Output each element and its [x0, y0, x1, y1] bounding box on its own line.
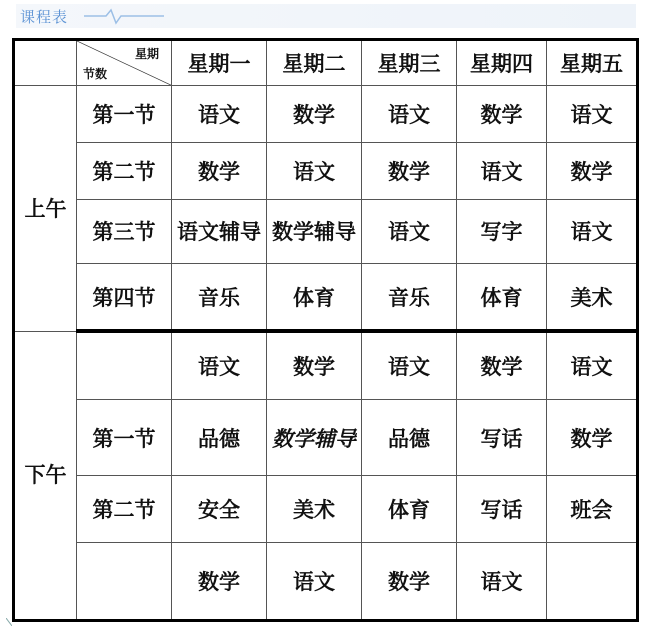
blank-corner — [14, 40, 77, 86]
class-cell: 数学 — [457, 86, 547, 143]
class-cell: 语文 — [362, 331, 457, 399]
class-cell: 数学 — [547, 143, 638, 199]
period-label: 第二节 — [77, 476, 172, 542]
class-cell — [547, 542, 638, 620]
class-cell: 语文 — [267, 542, 362, 620]
class-cell: 班会 — [547, 476, 638, 542]
class-cell: 语文 — [362, 86, 457, 143]
corner-period-label: 节数 — [83, 67, 108, 82]
class-cell: 体育 — [457, 263, 547, 331]
heartbeat-line-icon — [84, 6, 164, 26]
table-row — [14, 476, 638, 542]
class-cell: 语文 — [362, 199, 457, 263]
table-row — [14, 263, 638, 331]
period-label: 第四节 — [77, 263, 172, 331]
class-cell: 写话 — [457, 476, 547, 542]
day-header: 星期三 — [362, 40, 457, 86]
class-cell: 语文 — [457, 542, 547, 620]
class-cell: 体育 — [267, 263, 362, 331]
day-header: 星期二 — [267, 40, 362, 86]
period-label — [77, 542, 172, 620]
period-label: 第一节 — [77, 400, 172, 476]
class-cell: 语文 — [172, 86, 267, 143]
class-cell: 品德 — [172, 400, 267, 476]
class-cell: 语文 — [547, 199, 638, 263]
class-cell: 语文辅导 — [172, 199, 267, 263]
corner-weekday-label: 星期 — [134, 47, 159, 61]
table-row — [14, 400, 638, 476]
header-row — [14, 40, 638, 86]
table-row — [14, 542, 638, 620]
class-cell: 体育 — [362, 476, 457, 542]
class-cell: 语文 — [547, 86, 638, 143]
resize-corner-icon — [6, 618, 12, 626]
class-cell: 美术 — [267, 476, 362, 542]
table-row — [14, 143, 638, 199]
class-cell: 音乐 — [362, 263, 457, 331]
class-cell: 数学辅导 — [267, 199, 362, 263]
class-cell: 安全 — [172, 476, 267, 542]
page-title: 课程表 — [20, 8, 69, 26]
diagonal-header-cell — [77, 40, 172, 86]
class-cell: 品德 — [362, 400, 457, 476]
afternoon-label: 下午 — [14, 331, 77, 620]
day-header: 星期四 — [457, 40, 547, 86]
class-cell: 美术 — [547, 263, 638, 331]
class-cell: 数学辅导 — [267, 400, 362, 476]
period-label: 第三节 — [77, 199, 172, 263]
class-cell: 语文 — [267, 143, 362, 199]
schedule-table-container — [12, 38, 636, 622]
class-cell: 数学 — [362, 542, 457, 620]
class-cell: 写话 — [457, 400, 547, 476]
day-header: 星期一 — [172, 40, 267, 86]
period-label: 第二节 — [77, 143, 172, 199]
class-cell: 语文 — [547, 331, 638, 399]
day-header: 星期五 — [547, 40, 638, 86]
class-cell: 数学 — [267, 331, 362, 399]
period-label: 第一节 — [77, 86, 172, 143]
class-cell: 数学 — [267, 86, 362, 143]
period-label — [77, 331, 172, 399]
schedule-table — [12, 38, 639, 622]
class-cell: 数学 — [172, 143, 267, 199]
morning-label: 上午 — [14, 86, 77, 332]
class-cell: 数学 — [547, 400, 638, 476]
class-cell: 数学 — [457, 331, 547, 399]
class-cell: 数学 — [362, 143, 457, 199]
class-cell: 数学 — [172, 542, 267, 620]
class-cell: 语文 — [172, 331, 267, 399]
table-row — [14, 199, 638, 263]
class-cell: 写字 — [457, 199, 547, 263]
table-row — [14, 86, 638, 143]
class-cell: 音乐 — [172, 263, 267, 331]
table-row — [14, 331, 638, 399]
class-cell: 语文 — [457, 143, 547, 199]
